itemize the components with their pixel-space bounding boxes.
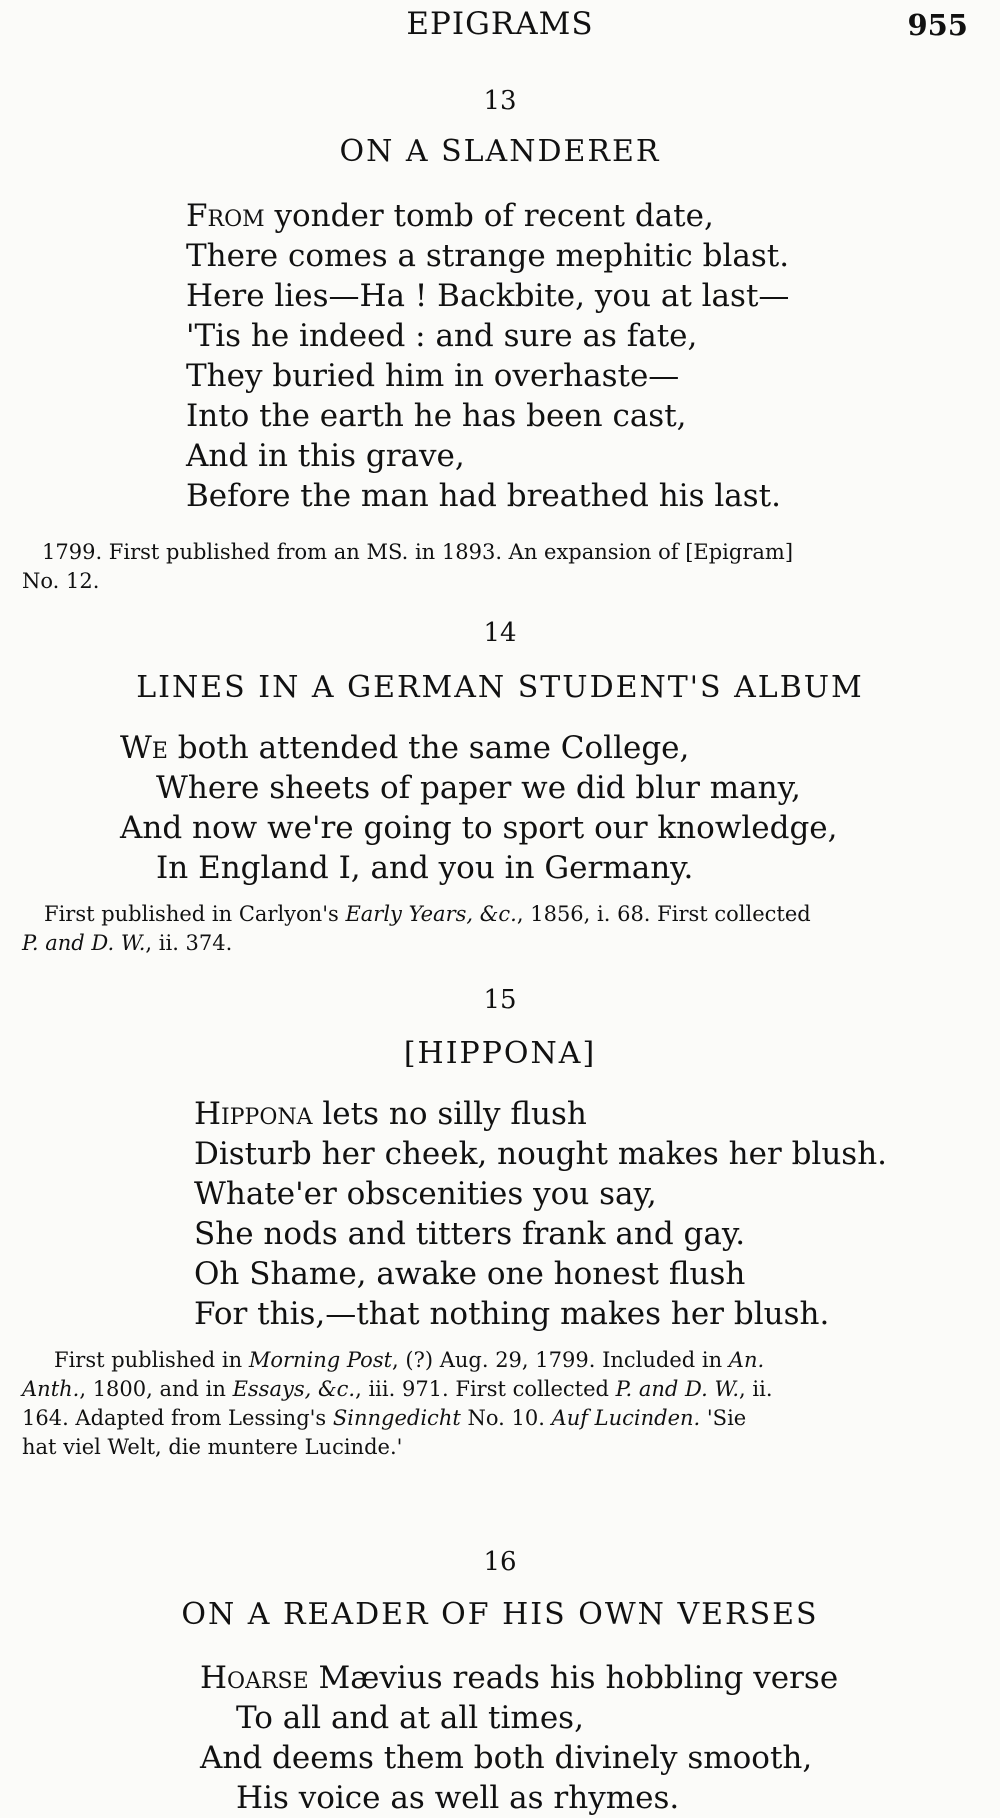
poem-line: She nods and titters frank and gay. — [194, 1216, 746, 1252]
epigram-16-title: ON A READER OF HIS OWN VERSES — [181, 1597, 819, 1632]
epigram-13-poem — [186, 196, 789, 516]
epigram-15-poem — [194, 1094, 887, 1334]
poem-line: Disturb her cheek, nought makes her blush. — [194, 1136, 888, 1172]
note-line: P. and D. W., ii. 374. — [22, 931, 233, 955]
note-line: 164. Adapted from Lessing's Sinngedicht No. 10. Auf Lucinden. 'Sie — [22, 1406, 747, 1430]
poem-line: 'Tis he indeed : and sure as fate, — [186, 318, 698, 354]
poem-line: Hoarse Mævius reads his hobbling verse — [200, 1660, 839, 1696]
poem-line: And in this grave, — [186, 438, 465, 474]
note-line: No. 12. — [22, 569, 100, 593]
note-line: First published in Morning Post, (?) Aug. 29, 1799. Included in An. — [54, 1348, 765, 1372]
epigram-13-number: 13 — [483, 86, 517, 116]
poem-line: Before the man had breathed his last. — [186, 478, 781, 514]
poem-first-word: From — [186, 198, 265, 234]
poem-line: Into the earth he has been cast, — [186, 398, 687, 434]
poem-line: There comes a strange mephitic blast. — [186, 238, 790, 274]
epigram-16-number: 16 — [483, 1547, 517, 1577]
poem-line: His voice as well as rhymes. — [236, 1780, 680, 1816]
epigram-13-note — [22, 538, 974, 596]
poem-line: From yonder tomb of recent date, — [186, 198, 714, 234]
epigram-15-title: [HIPPONA] — [403, 1036, 597, 1071]
epigram-15-note — [22, 1346, 974, 1462]
poem-line: Here lies—Ha ! Backbite, you at last— — [186, 278, 790, 314]
poem-line: Hippona lets no silly flush — [194, 1096, 587, 1132]
note-line: Anth., 1800, and in Essays, &c., iii. 971. First collected P. and D. W., ii. — [22, 1377, 773, 1401]
note-line: First published in Carlyon's Early Years, &c., 1856, i. 68. First collected — [44, 902, 811, 926]
poem-line: And deems them both divinely smooth, — [200, 1740, 813, 1776]
epigram-14-title: LINES IN A GERMAN STUDENT'S ALBUM — [136, 670, 864, 705]
poem-line: To all and at all times, — [236, 1700, 584, 1736]
poem-line: Whate'er obscenities you say, — [194, 1176, 657, 1212]
poem-line: Where sheets of paper we did blur many, — [156, 770, 801, 806]
page-number: 955 — [907, 8, 968, 42]
poem-line: They buried him in overhaste— — [186, 358, 680, 394]
epigram-14-note — [22, 900, 974, 958]
epigram-13-title: ON A SLANDERER — [339, 134, 661, 169]
poem-first-word: We — [120, 730, 168, 766]
poem-line: Oh Shame, awake one honest flush — [194, 1256, 746, 1292]
note-line: hat viel Welt, die muntere Lucinde.' — [22, 1435, 403, 1459]
running-title: EPIGRAMS — [406, 6, 594, 42]
poem-first-word: Hoarse — [200, 1660, 309, 1696]
poem-line: We both attended the same College, — [120, 730, 690, 766]
poem-first-word: Hippona — [194, 1096, 313, 1132]
poem-line: And now we're going to sport our knowledge, — [120, 810, 838, 846]
epigram-15-number: 15 — [483, 985, 517, 1015]
note-line: 1799. First published from an MS. in 1893. An expansion of [Epigram] — [42, 540, 794, 564]
epigram-14-number: 14 — [483, 618, 517, 648]
poem-line: For this,—that nothing makes her blush. — [194, 1296, 830, 1332]
epigram-14-poem — [120, 728, 838, 888]
poem-line: In England I, and you in Germany. — [156, 850, 694, 886]
epigram-16-poem — [200, 1658, 838, 1818]
